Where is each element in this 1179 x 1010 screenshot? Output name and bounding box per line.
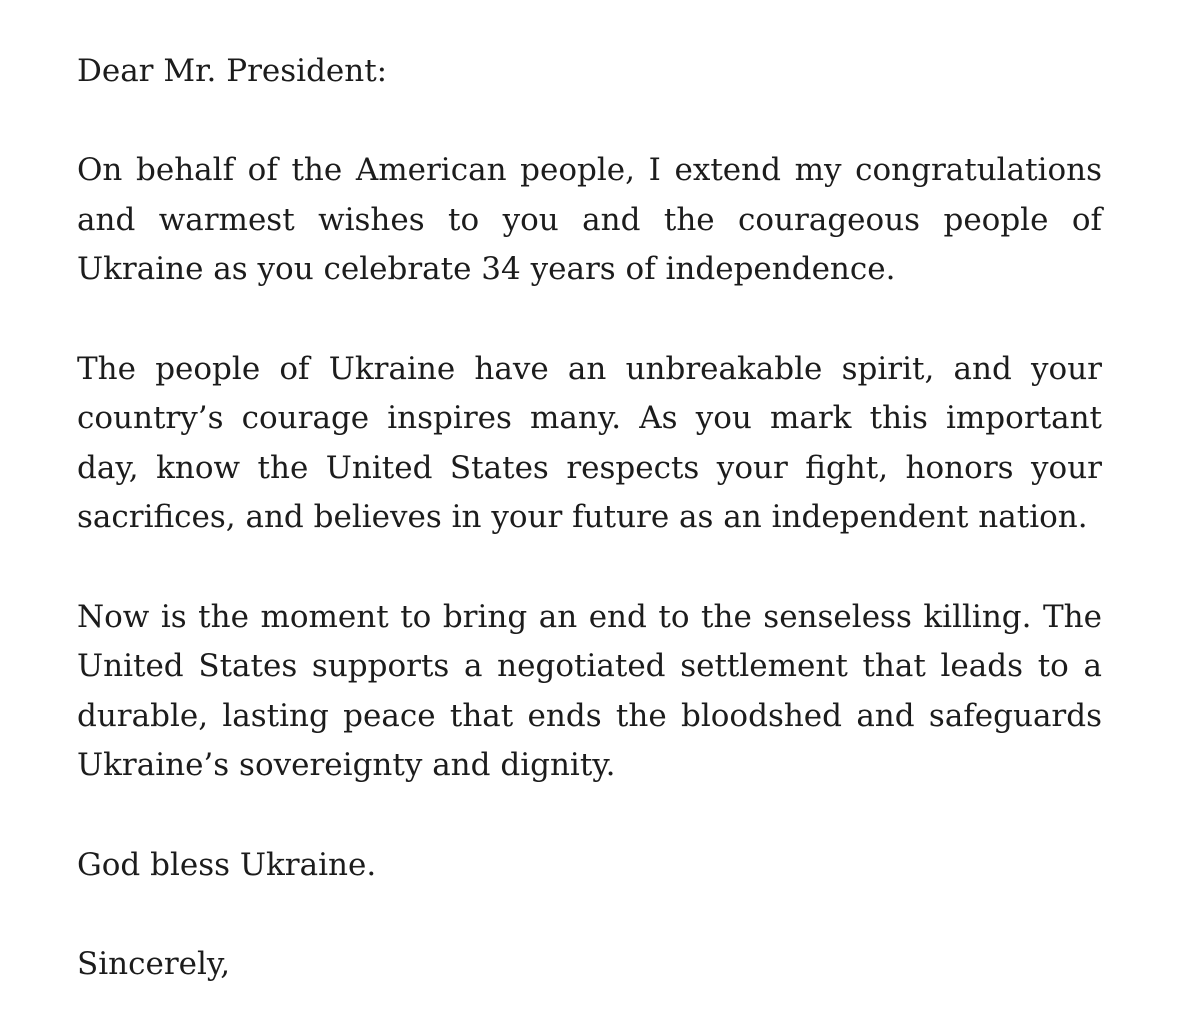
- letter-body: [77, 47, 1102, 989]
- paragraph-spirit: The people of Ukraine have an unbreakable spirit, and your country’s courage inspires many. As you mark this important day, know the United States respects your fight, honors your sacrifices, and believes in your future as an independent nation.: [77, 350, 1102, 536]
- closing: Sincerely,: [77, 945, 231, 982]
- salutation: Dear Mr. President:: [77, 53, 388, 89]
- paragraph-peace: Now is the moment to bring an end to the senseless killing. The United States supports a negotiated settlement that leads to a durable, lasting peace that ends the bloodshed and safeguards Ukraine’s sovereignty and dignity.: [77, 598, 1102, 784]
- paragraph-congratulations: On behalf of the American people, I extend my congratulations and warmest wishes to you and the courageous people of Ukraine as you celebrate 34 years of independence.: [77, 152, 1102, 288]
- blessing: God bless Ukraine.: [77, 846, 377, 883]
